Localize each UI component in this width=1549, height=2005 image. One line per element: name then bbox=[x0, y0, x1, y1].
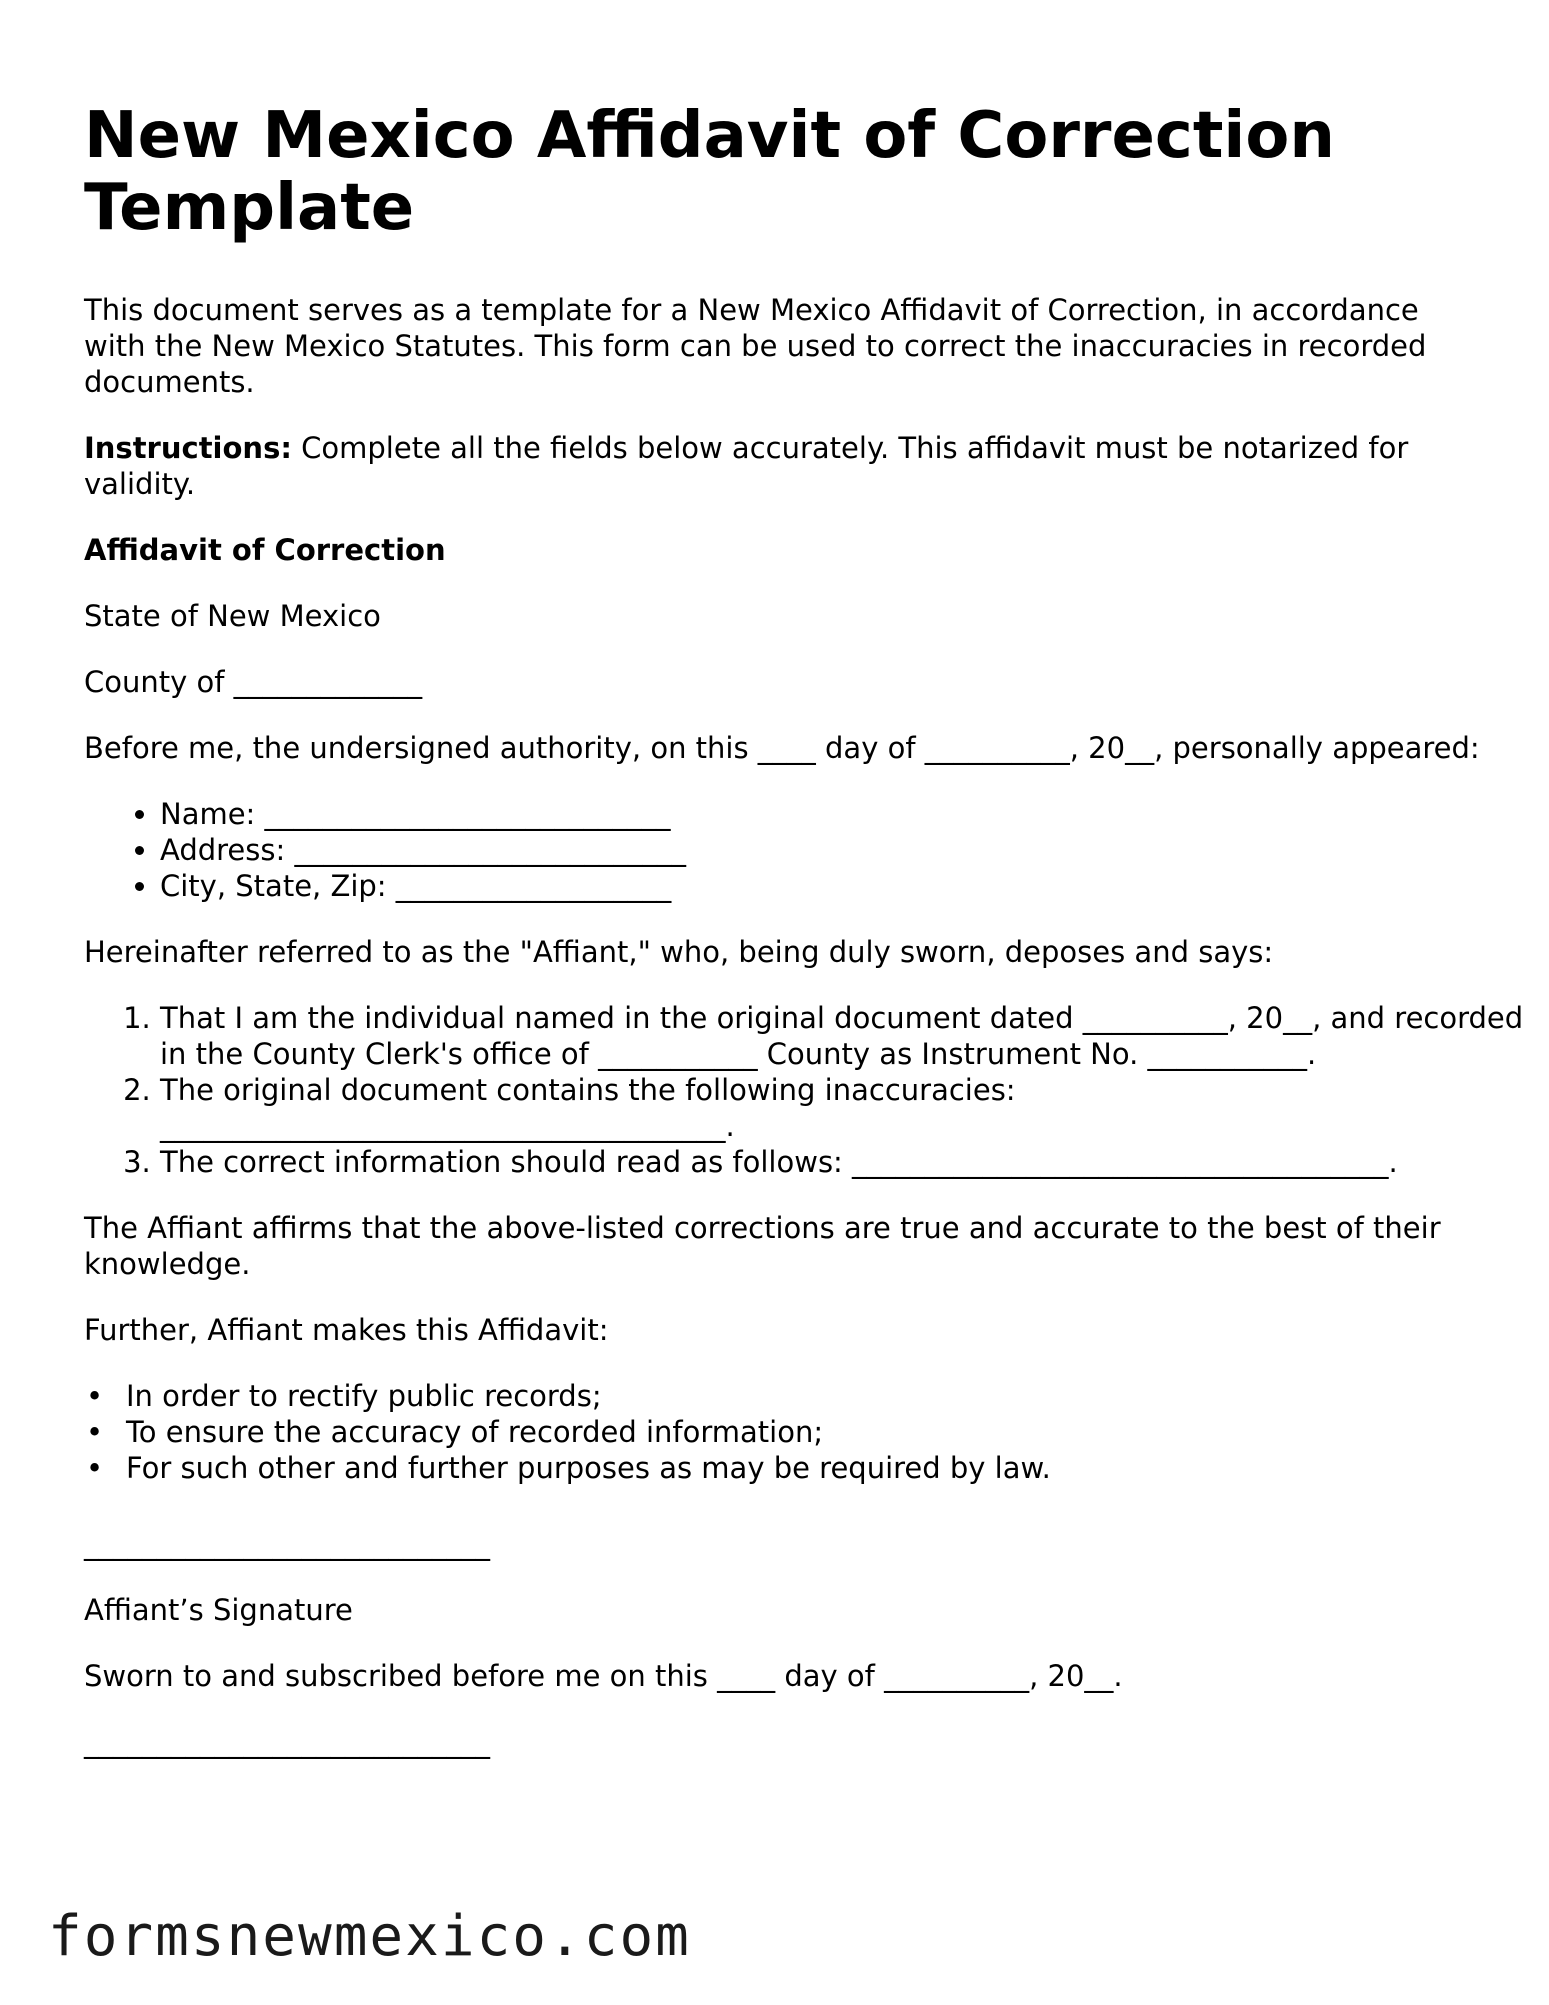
sworn-paragraph: Sworn to and subscribed before me on this ____ day of __________, 20__. bbox=[84, 1659, 1123, 1693]
purpose-item bbox=[86, 1378, 1484, 1414]
footer-brand-watermark: formsnewmexico.com bbox=[48, 1904, 691, 1969]
purpose-text: To ensure the accuracy of recorded information; bbox=[126, 1415, 824, 1449]
hereinafter-paragraph: Hereinafter referred to as the "Affiant," who, being duly sworn, deposes and says: bbox=[84, 935, 1274, 969]
purpose-text: For such other and further purposes as may be required by law. bbox=[126, 1451, 1051, 1485]
address-field: • Address: ___________________________ bbox=[160, 832, 1484, 868]
purpose-text: In order to rectify public records; bbox=[126, 1379, 602, 1413]
notary-signature-line: ____________________________ bbox=[84, 1725, 490, 1759]
appeared-fields-list bbox=[84, 796, 1484, 904]
purpose-item bbox=[86, 1414, 1484, 1450]
county-line: County of _____________ bbox=[84, 665, 423, 699]
purposes-list bbox=[84, 1378, 1484, 1486]
further-paragraph: Further, Affiant makes this Affidavit: bbox=[84, 1313, 609, 1347]
signature-label: Affiant’s Signature bbox=[84, 1593, 353, 1627]
intro-paragraph: This document serves as a template for a New Mexico Affidavit of Correction, in accordance with the New Mexico Statutes. This form can be used to correct the inaccuracies in recorded documents. bbox=[84, 293, 1427, 399]
bullet-icon: • bbox=[86, 1451, 104, 1485]
instructions-text: Complete all the fields below accurately. This affidavit must be notarized for validity. bbox=[84, 431, 1409, 501]
affirms-paragraph: The Affiant affirms that the above-listed corrections are true and accurate to the best of their knowledge. bbox=[84, 1211, 1441, 1281]
bullet-icon: • bbox=[86, 1415, 104, 1449]
city-state-zip-field: • City, State, Zip: ___________________ bbox=[160, 868, 1484, 904]
statements-list bbox=[84, 1000, 1530, 1180]
statement-item: 2. The original document contains the following inaccuracies: _______________________________________. bbox=[160, 1072, 1530, 1144]
statement-item: 1. That I am the individual named in the original document dated __________, 20__, and recorded in the County Clerk's office of ___________ County as Instrument No. ___________. bbox=[160, 1000, 1530, 1072]
signature-line: ____________________________ bbox=[84, 1527, 490, 1561]
purpose-item bbox=[86, 1450, 1484, 1486]
state-line: State of New Mexico bbox=[84, 599, 381, 633]
document-title: New Mexico Affidavit of Correction Template bbox=[84, 99, 1335, 245]
document-page bbox=[84, 99, 1524, 1790]
statement-item: 3. The correct information should read as follows: _____________________________________. bbox=[160, 1144, 1530, 1180]
instructions-label: Instructions: bbox=[84, 431, 292, 465]
section-heading: Affidavit of Correction bbox=[84, 533, 446, 567]
before-me-paragraph: Before me, the undersigned authority, on this ____ day of __________, 20__, personally appeared: bbox=[84, 731, 1480, 765]
instructions-paragraph bbox=[84, 430, 1484, 502]
name-field: • Name: ____________________________ bbox=[160, 796, 1484, 832]
bullet-icon: • bbox=[86, 1379, 104, 1413]
